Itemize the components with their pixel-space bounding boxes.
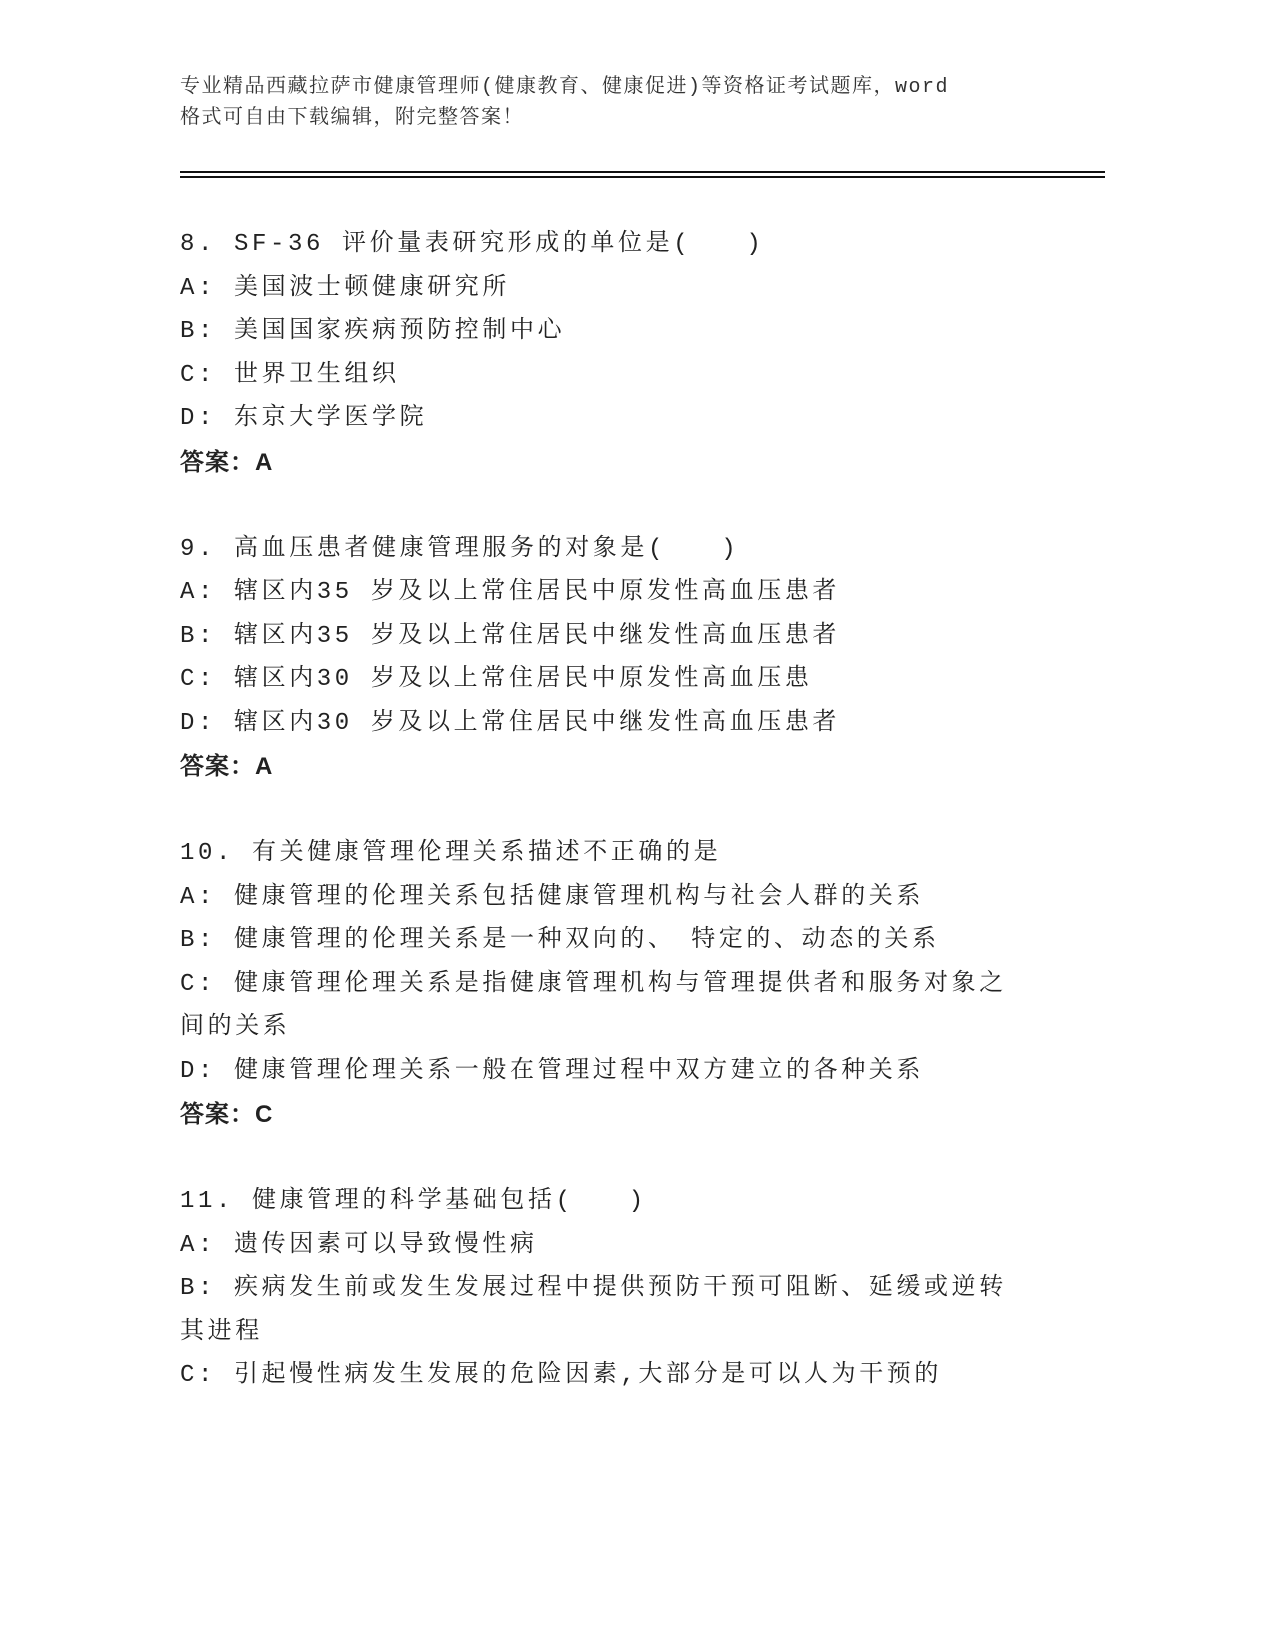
question-title: 10. 有关健康管理伦理关系描述不正确的是 [180,840,722,867]
header-line-2: 格式可自由下载编辑，附完整答案！ [180,107,524,130]
question-8 [180,223,1030,484]
document-header [180,72,1040,134]
question-11 [180,1180,1030,1398]
option-c: C: 健康管理伦理关系是指健康管理机构与管理提供者和服务对象之间的关系 [180,970,1007,1041]
question-title: 8. SF-36 评价量表研究形成的单位是( ) [180,231,765,258]
question-9 [180,528,1030,789]
answer: 答案：A [180,753,274,780]
option-b: B: 辖区内35 岁及以上常住居民中继发性高血压患者 [180,622,841,650]
header-divider-top [180,171,1105,173]
option-b: B: 健康管理的伦理关系是一种双向的、 特定的、动态的关系 [180,927,940,954]
question-title: 9. 高血压患者健康管理服务的对象是( ) [180,535,740,563]
option-b: B: 美国国家疾病预防控制中心 [180,318,566,345]
option-b: B: 疾病发生前或发生发展过程中提供预防干预可阻断、延缓或逆转其进程 [180,1275,1007,1346]
option-a: A: 健康管理的伦理关系包括健康管理机构与社会人群的关系 [180,883,925,911]
question-list [180,223,1030,1441]
header-divider-bottom [180,176,1105,178]
answer: 答案：A [180,448,274,476]
question-10 [180,832,1030,1137]
option-d: D: 辖区内30 岁及以上常住居民中继发性高血压患者 [180,709,841,737]
option-d: D: 健康管理伦理关系一般在管理过程中双方建立的各种关系 [180,1057,925,1085]
option-c: C: 引起慢性病发生发展的危险因素,大部分是可以人为干预的 [180,1362,943,1389]
header-line-1: 专业精品西藏拉萨市健康管理师(健康教育、健康促进)等资格证考试题库，word [180,76,950,99]
answer: 答案：C [180,1101,274,1128]
option-a: A: 遗传因素可以导致慢性病 [180,1231,538,1259]
option-d: D: 东京大学医学院 [180,405,428,432]
question-title: 11. 健康管理的科学基础包括( ) [180,1188,647,1215]
option-a: A: 辖区内35 岁及以上常住居民中原发性高血压患者 [180,579,841,606]
option-c: C: 世界卫生组织 [180,361,400,389]
option-c: C: 辖区内30 岁及以上常住居民中原发性高血压患 [180,666,813,693]
option-a: A: 美国波士顿健康研究所 [180,274,511,302]
